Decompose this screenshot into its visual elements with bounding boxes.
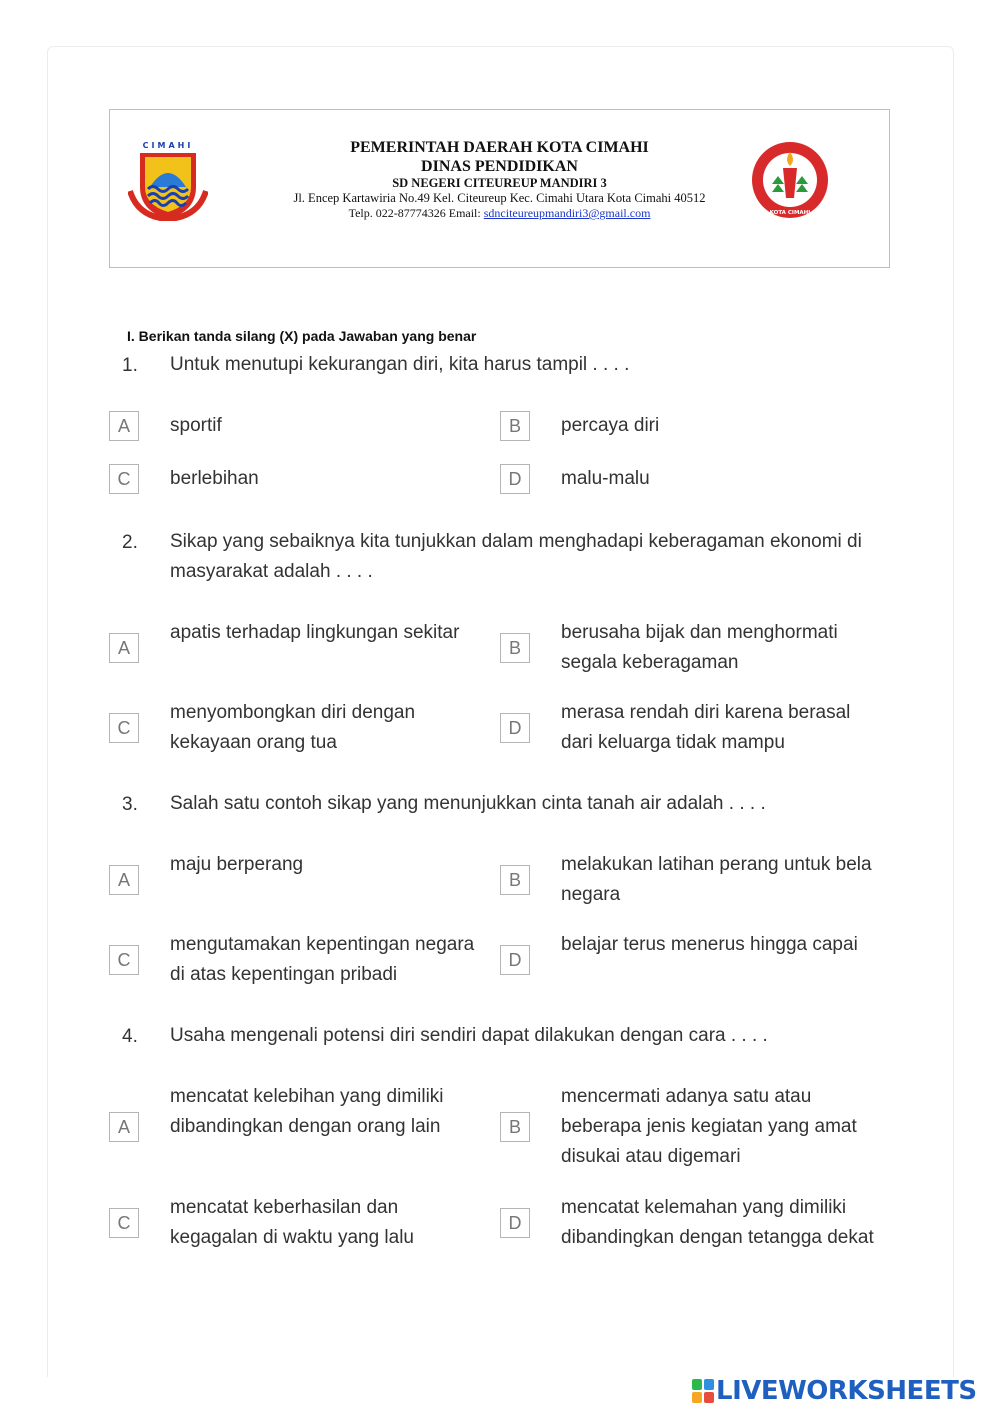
option-c-box[interactable]: C (109, 945, 139, 975)
letterhead-phone: Telp. 022-87774326 (348, 206, 446, 220)
option-b-text (561, 618, 838, 678)
option-text-line: segala keberagaman (561, 652, 739, 673)
liveworksheets-logo-icon (692, 1379, 714, 1403)
section-title: I. Berikan tanda silang (X) pada Jawaban yang benar (127, 328, 477, 344)
letterhead-email-label: Email: (448, 206, 481, 220)
option-text-line: apatis terhadap lingkungan sekitar (170, 622, 460, 643)
option-d-text (561, 698, 850, 758)
letterhead-address: Jl. Encep Kartawiria No.49 Kel. Citeureup Kec. Cimahi Utara Kota Cimahi 40512 (293, 191, 706, 205)
option-a-text (170, 850, 303, 880)
option-text-line: maju berperang (170, 854, 304, 875)
question-number: 4. (122, 1026, 138, 1047)
option-text-line: merasa rendah diri karena berasal (561, 702, 851, 723)
question-text (170, 527, 900, 587)
option-d-text: malu-malu (561, 468, 650, 489)
cimahi-logo-text: CIMAHI (142, 141, 194, 150)
option-c-box[interactable]: C (109, 713, 139, 743)
option-a-box[interactable]: A (109, 411, 139, 441)
option-text-line: berusaha bijak dan menghormati (561, 622, 838, 643)
option-text-line: kegagalan di waktu yang lalu (170, 1227, 415, 1248)
question-number: 2. (122, 532, 138, 553)
letterhead-line2: DINAS PENDIDIKAN (421, 158, 578, 175)
option-b-text (561, 850, 872, 910)
question-text-line: masyarakat adalah . . . . (170, 561, 373, 582)
option-text-line: disukai atau digemari (561, 1146, 741, 1167)
option-text-line: mengutamakan kepentingan negara (170, 934, 475, 955)
option-text-line: belajar terus menerus hingga capai (561, 934, 858, 955)
option-d-text (561, 930, 858, 960)
question-text: Salah satu contoh sikap yang menunjukkan cinta tanah air adalah . . . . (170, 793, 766, 814)
option-text-line: negara (561, 884, 621, 905)
option-text-line: dibandingkan dengan tetangga dekat (561, 1227, 874, 1248)
option-d-box[interactable]: D (500, 713, 530, 743)
option-text-line: dari keluarga tidak mampu (561, 732, 785, 753)
option-text-line: menyombongkan diri dengan (170, 702, 416, 723)
option-d-text (561, 1193, 874, 1253)
question-number: 1. (122, 355, 138, 376)
option-a-text (170, 618, 459, 648)
option-text-line: mencatat kelebihan yang dimiliki (170, 1086, 444, 1107)
option-a-text: sportif (170, 415, 222, 436)
option-c-text: berlebihan (170, 468, 259, 489)
option-a-box[interactable]: A (109, 865, 139, 895)
letterhead-line1: PEMERINTAH DAERAH KOTA CIMAHI (350, 139, 649, 156)
option-b-box[interactable]: B (500, 865, 530, 895)
option-text-line: mencatat kelemahan yang dimiliki (561, 1197, 847, 1218)
option-c-box[interactable]: C (109, 464, 139, 494)
school-logo-icon (750, 140, 830, 220)
school-logo-text: KOTA CIMAHI (769, 210, 811, 216)
option-text-line: beberapa jenis kegiatan yang amat (561, 1116, 857, 1137)
cimahi-logo-icon (128, 139, 208, 221)
option-b-text (561, 1082, 857, 1172)
liveworksheets-brand[interactable] (692, 1374, 977, 1408)
option-a-text (170, 1082, 444, 1142)
option-text-line: mencermati adanya satu atau (561, 1086, 812, 1107)
question-text: Usaha mengenali potensi diri sendiri dapat dilakukan dengan cara . . . . (170, 1025, 768, 1046)
option-d-box[interactable]: D (500, 464, 530, 494)
option-text-line: dibandingkan dengan orang lain (170, 1116, 441, 1137)
option-a-box[interactable]: A (109, 1112, 139, 1142)
option-c-text (170, 1193, 414, 1253)
option-b-text: percaya diri (561, 415, 660, 436)
liveworksheets-brand-text: LIVEWORKSHEETS (716, 1376, 977, 1406)
option-b-box[interactable]: B (500, 411, 530, 441)
option-a-box[interactable]: A (109, 633, 139, 663)
option-text-line: melakukan latihan perang untuk bela (561, 854, 872, 875)
option-d-box[interactable]: D (500, 1208, 530, 1238)
question-text: Untuk menutupi kekurangan diri, kita harus tampil . . . . (170, 354, 630, 375)
question-text-line: Sikap yang sebaiknya kita tunjukkan dalam menghadapi keberagaman ekonomi di (170, 531, 862, 552)
option-text-line: mencatat keberhasilan dan (170, 1197, 399, 1218)
option-c-text (170, 930, 474, 990)
option-c-text (170, 698, 415, 758)
question-number: 3. (122, 794, 138, 815)
option-d-box[interactable]: D (500, 945, 530, 975)
option-c-box[interactable]: C (109, 1208, 139, 1238)
letterhead-school: SD NEGERI CITEUREUP MANDIRI 3 (392, 176, 607, 190)
option-text-line: di atas kepentingan pribadi (170, 964, 398, 985)
option-text-line: kekayaan orang tua (170, 732, 337, 753)
letterhead-email: sdnciteureupmandiri3@gmail.com (483, 206, 651, 220)
option-b-box[interactable]: B (500, 1112, 530, 1142)
option-b-box[interactable]: B (500, 633, 530, 663)
